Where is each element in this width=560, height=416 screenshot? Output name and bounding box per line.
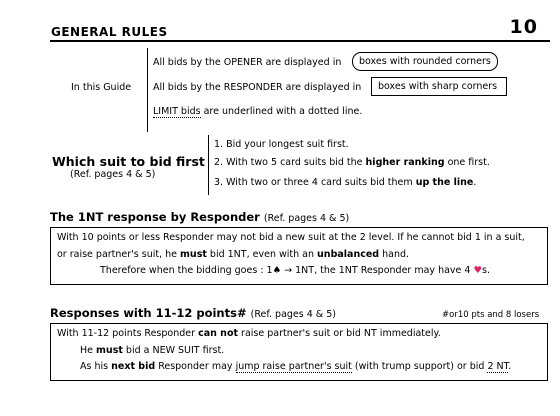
page-title: GENERAL RULES — [51, 25, 168, 39]
responder-text: All bids by the RESPONDER are displayed in — [153, 82, 362, 93]
responder-box-sample: boxes with sharp corners — [371, 77, 507, 96]
rule-3 — [214, 177, 476, 188]
rule-2-emphasis: higher ranking — [365, 157, 445, 168]
nt-line-3-a: Therefore when the bidding goes : 1 — [100, 265, 273, 276]
resp-title-text: Responses with 11-12 points — [50, 306, 237, 320]
page-number: 10 — [509, 16, 538, 38]
spade-icon: ♠ — [272, 265, 282, 276]
guide-divider — [147, 48, 148, 132]
resp-line-3-jump-raise: jump raise partner's suit — [235, 361, 352, 372]
resp-line-1-a: With 11-12 points Responder — [57, 328, 196, 339]
resp-ref: (Ref. pages 4 & 5) — [250, 309, 336, 320]
rule-2 — [214, 157, 490, 168]
which-suit-ref: (Ref. pages 4 & 5) — [70, 169, 156, 180]
resp-line-1-c: raise partner's suit or bid NT immediately. — [241, 328, 441, 339]
rule-3-part-c: . — [473, 177, 477, 188]
resp-title-marker: # — [236, 306, 247, 320]
rule-3-emphasis: up the line — [415, 177, 474, 188]
nt-line-2-unbalanced: unbalanced — [317, 249, 380, 260]
nt-line-2 — [57, 249, 409, 260]
which-suit-divider — [208, 135, 209, 195]
which-suit-title: Which suit to bid first — [52, 154, 205, 169]
guide-label: In this Guide — [71, 82, 132, 93]
nt-section-title — [50, 210, 349, 224]
resp-line-2-must: must — [96, 345, 123, 356]
resp-line-1-cannot: can not — [198, 328, 239, 339]
nt-line-3-b: 1NT, the 1NT Responder may have 4 — [295, 265, 471, 276]
resp-footnote: #or10 pts and 8 losers — [442, 310, 540, 320]
resp-line-3 — [80, 361, 511, 372]
resp-line-3-next-bid: next bid — [111, 361, 156, 372]
resp-line-3-2nt: 2 NT — [487, 361, 509, 372]
heart-icon: ♥ — [473, 265, 483, 276]
resp-section-title — [50, 306, 336, 320]
resp-line-3-a: As his — [80, 361, 109, 372]
nt-line-2-must: must — [180, 249, 207, 260]
nt-line-3-c: s. — [482, 265, 490, 276]
arrow-right-icon: → — [284, 265, 293, 276]
rule-2-part-c: one first. — [447, 157, 490, 168]
nt-line-1: With 10 points or less Responder may not bid a new suit at the 2 level. If he cannot bid 1 in a suit, — [57, 232, 525, 243]
resp-line-3-c: Responder may — [158, 361, 233, 372]
rule-3-part-a: 3. With two or three 4 card suits bid them — [214, 177, 413, 188]
header-rule — [50, 40, 550, 42]
resp-line-2 — [80, 345, 224, 356]
resp-line-1 — [57, 328, 441, 339]
opener-text: All bids by the OPENER are displayed in — [153, 57, 342, 68]
rule-1: 1. Bid your longest suit first. — [214, 139, 349, 150]
nt-line-3 — [100, 265, 490, 276]
limit-bids-text: are underlined with a dotted line. — [203, 106, 363, 117]
nt-line-2-a: or raise partner's suit, he — [57, 249, 177, 260]
nt-title-text: The 1NT response by Responder — [50, 210, 260, 224]
nt-line-2-c: bid 1NT, even with an — [209, 249, 315, 260]
resp-line-2-a: He — [80, 345, 93, 356]
limit-bids-note — [153, 106, 362, 117]
resp-line-3-g: . — [508, 361, 512, 372]
rule-2-part-a: 2. With two 5 card suits bid the — [214, 157, 363, 168]
resp-line-3-e: (with trump support) or bid — [354, 361, 485, 372]
nt-line-2-e: hand. — [382, 249, 410, 260]
resp-line-2-c: bid a NEW SUIT first. — [125, 345, 225, 356]
limit-bids-label: LIMIT bids — [153, 106, 201, 117]
nt-ref: (Ref. pages 4 & 5) — [263, 213, 350, 224]
opener-box-sample: boxes with rounded corners — [352, 52, 498, 71]
